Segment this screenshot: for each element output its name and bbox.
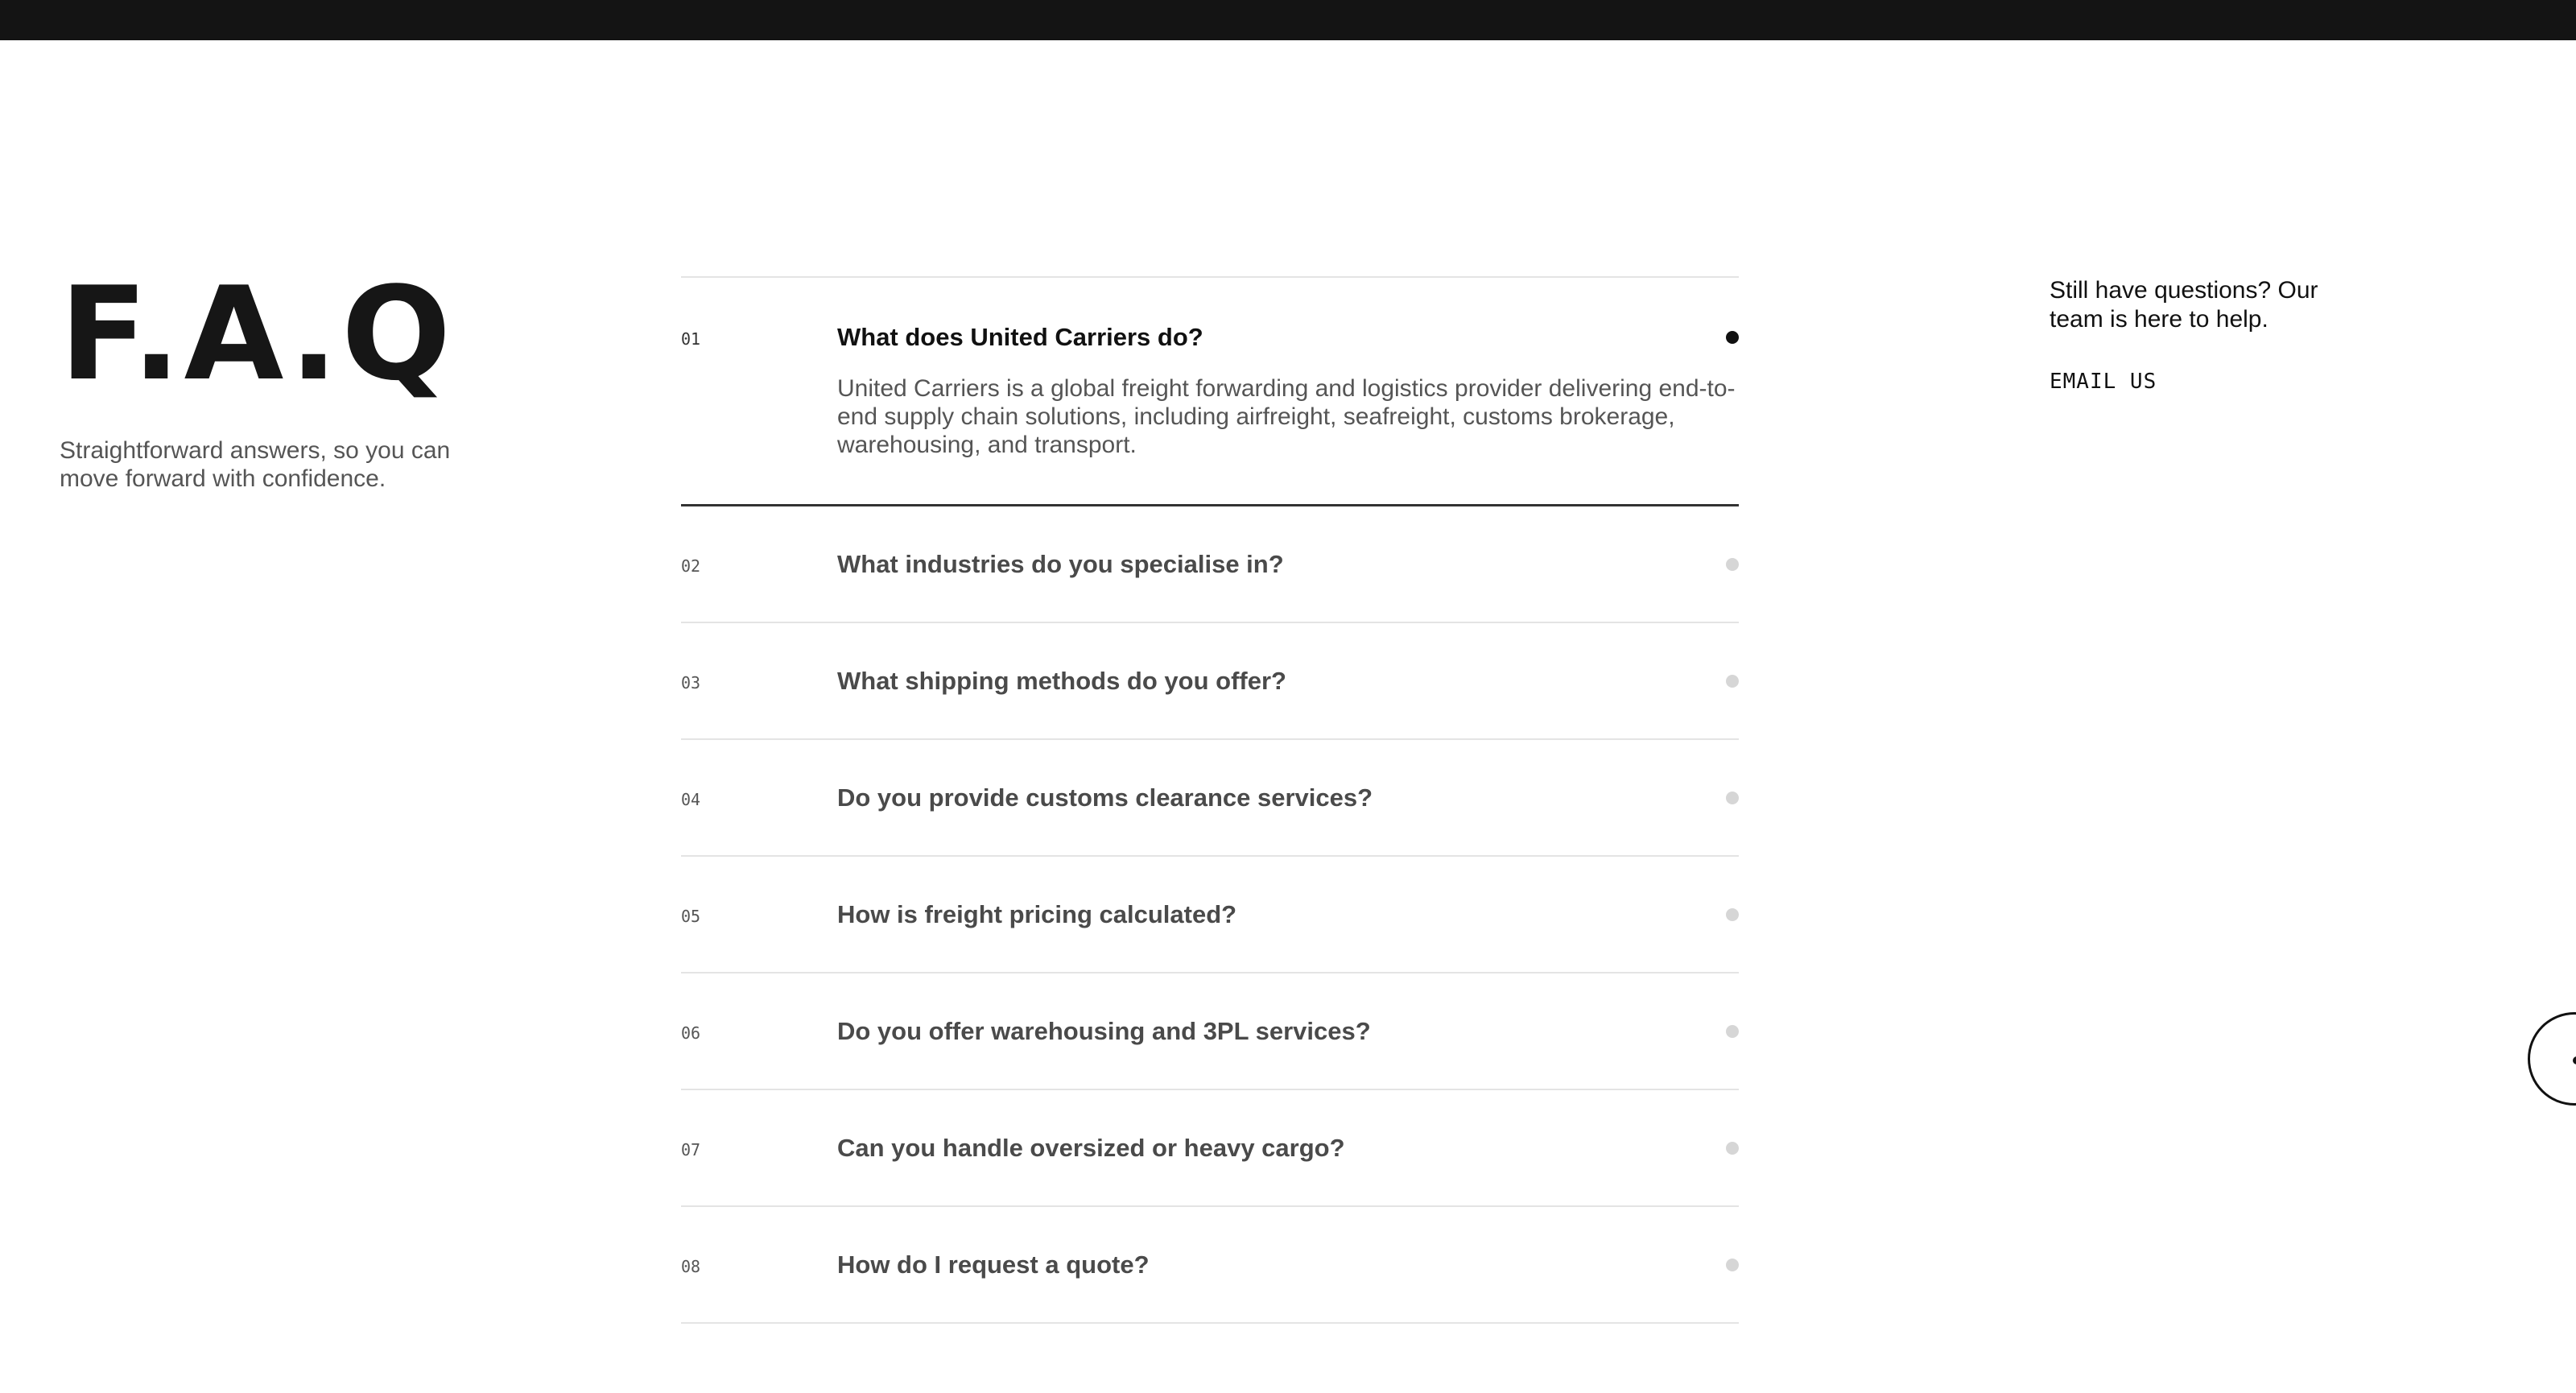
email-us-link[interactable]: EMAIL US bbox=[2050, 370, 2157, 394]
faq-item-number: 07 bbox=[681, 1140, 701, 1159]
faq-item-number: 04 bbox=[681, 790, 701, 809]
page-title: F.A.Q bbox=[60, 258, 455, 409]
faq-item-2[interactable] bbox=[681, 506, 1739, 623]
faq-item-4[interactable] bbox=[681, 740, 1739, 857]
collapsed-indicator-icon[interactable] bbox=[1726, 792, 1739, 804]
collapsed-indicator-icon[interactable] bbox=[1726, 1142, 1739, 1155]
faq-item-number: 06 bbox=[681, 1023, 701, 1043]
faq-item-3[interactable] bbox=[681, 623, 1739, 740]
collapsed-indicator-icon[interactable] bbox=[1726, 1025, 1739, 1038]
faq-question[interactable]: Do you provide customs clearance services? bbox=[837, 783, 1373, 812]
faq-question[interactable]: How is freight pricing calculated? bbox=[837, 900, 1237, 928]
faq-item-number: 02 bbox=[681, 556, 701, 576]
collapsed-indicator-icon[interactable] bbox=[1726, 1259, 1739, 1271]
faq-item-number: 08 bbox=[681, 1257, 701, 1276]
contact-cta-text: Still have questions? Our team is here to help. bbox=[2050, 277, 2318, 333]
faq-item-8[interactable] bbox=[681, 1207, 1739, 1324]
faq-question[interactable]: What does United Carriers do? bbox=[837, 323, 1203, 351]
floating-cursor-button[interactable] bbox=[2528, 1012, 2576, 1106]
faq-item-number: 03 bbox=[681, 673, 701, 692]
page-subtitle: Straightforward answers, so you can move forward with confidence. bbox=[60, 437, 451, 492]
faq-item-number: 05 bbox=[681, 907, 701, 926]
expanded-indicator-icon[interactable] bbox=[1726, 331, 1739, 344]
contact-cta bbox=[2050, 276, 2372, 394]
faq-item-7[interactable] bbox=[681, 1090, 1739, 1207]
faq-item-6[interactable] bbox=[681, 973, 1739, 1090]
faq-list bbox=[681, 276, 1739, 1324]
faq-question[interactable]: How do I request a quote? bbox=[837, 1250, 1150, 1279]
faq-item-1[interactable] bbox=[681, 278, 1739, 506]
collapsed-indicator-icon[interactable] bbox=[1726, 558, 1739, 571]
faq-answer: United Carriers is a global freight forwarding and logistics provider delivering end-to-end supply chain solutions, including airfreight, seafreight, customs brokerage, warehousing, and transport. bbox=[837, 375, 1736, 458]
top-bar bbox=[0, 0, 2576, 40]
faq-question[interactable]: Do you offer warehousing and 3PL services? bbox=[837, 1017, 1371, 1045]
faq-question[interactable]: Can you handle oversized or heavy cargo? bbox=[837, 1134, 1345, 1162]
collapsed-indicator-icon[interactable] bbox=[1726, 908, 1739, 921]
cursor-dot-icon bbox=[2573, 1056, 2576, 1064]
faq-item-5[interactable] bbox=[681, 857, 1739, 973]
faq-item-number: 01 bbox=[681, 329, 701, 349]
collapsed-indicator-icon[interactable] bbox=[1726, 675, 1739, 688]
faq-question[interactable]: What industries do you specialise in? bbox=[837, 550, 1284, 578]
faq-question[interactable]: What shipping methods do you offer? bbox=[837, 667, 1286, 695]
